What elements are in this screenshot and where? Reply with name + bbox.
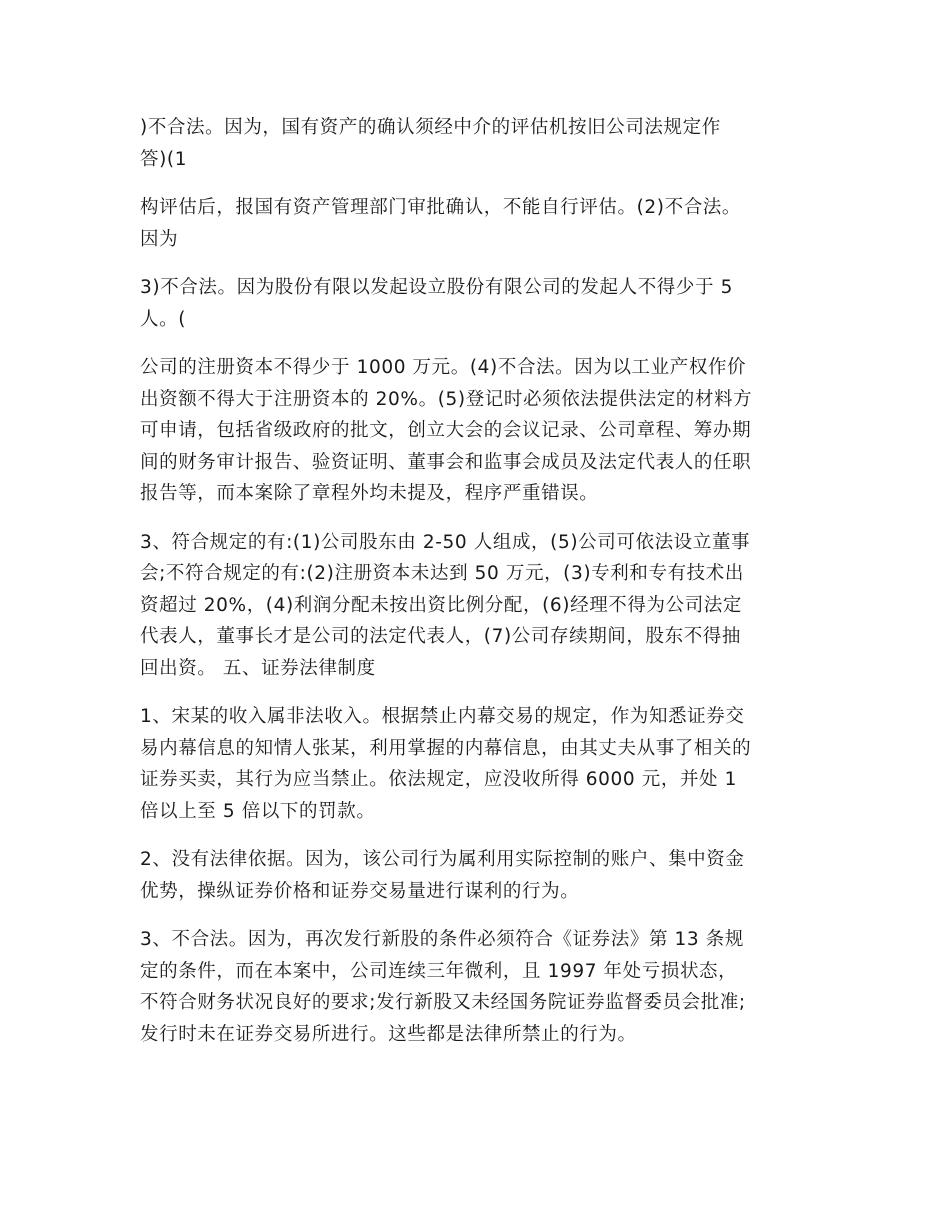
text-line: 3)不合法。因为股份有限以发起设立股份有限公司的发起人不得少于 5 [140,277,733,298]
text-line: 代表人，董事长才是公司的法定代表人，(7)公司存续期间，股东不得抽 [140,626,742,647]
paragraph-7 [140,844,812,907]
paragraph-4 [140,352,812,510]
text-line: 优势，操纵证券价格和证券交易量进行谋利的行为。 [140,880,580,902]
text-line: 定的条件，而在本案中，公司连续三年微利，且 1997 年处亏损状态， [140,960,738,982]
text-line: 发行时未在证券交易所进行。这些都是法律所禁止的行为。 [140,1023,637,1045]
paragraph-5 [140,527,812,685]
text-line: 因为 [140,228,179,250]
text-line: 会;不符合规定的有:(2)注册资本未达到 50 万元，(3)专利和专有技术出 [140,563,744,584]
paragraph-3 [140,272,812,335]
text-line: 出资额不得大于注册资本的 20%。(5)登记时必须依法提供法定的材料方 [140,388,753,410]
text-line: 倍以上至 5 倍以下的罚款。 [140,800,376,822]
text-line: 易内幕信息的知情人张某，利用掌握的内幕信息，由其丈夫从事了相关的 [140,737,752,759]
text-line: 公司的注册资本不得少于 1000 万元。(4)不合法。因为以工业产权作价 [140,357,747,378]
text-line: )不合法。因为，国有资产的确认须经中介的评估机按旧公司法规定作 [140,117,721,138]
text-line: 回出资。 五、证券法律制度 [140,657,376,679]
paragraph-6 [140,701,812,827]
document-page [140,112,812,1067]
text-line: 构评估后，报国有资产管理部门审批确认，不能自行评估。(2)不合法。 [140,197,742,218]
text-line: 3、不合法。因为，再次发行新股的条件必须符合《证券法》第 13 条规 [140,929,744,950]
text-line: 不符合财务状况良好的要求;发行新股又未经国务院证券监督委员会批准; [140,992,746,1013]
text-line: 证券买卖，其行为应当禁止。依法规定，应没收所得 6000 元，并处 1 [140,769,737,790]
text-line: 可申请，包括省级政府的批文，创立大会的会议记录、公司章程、筹办期 [140,420,752,441]
text-line: 2、没有法律依据。因为，该公司行为属利用实际控制的账户、集中资金 [140,849,745,870]
paragraph-1 [140,112,812,175]
text-line: 人。( [140,308,187,330]
text-line: 间的财务审计报告、验资证明、董事会和监事会成员及法定代表人的任职 [140,451,752,473]
text-line: 1、宋某的收入属非法收入。根据禁止内幕交易的规定，作为知悉证券交 [140,706,745,727]
text-line: 资超过 20%，(4)利润分配未按出资比例分配，(6)经理不得为公司法定 [140,594,743,616]
text-line: 答)(1 [140,148,188,170]
text-line: 3、符合规定的有:(1)公司股东由 2-50 人组成，(5)公司可依法设立董事 [140,531,751,553]
text-line: 报告等，而本案除了章程外均未提及，程序严重错误。 [140,483,599,504]
paragraph-8 [140,924,812,1050]
paragraph-2 [140,192,812,255]
